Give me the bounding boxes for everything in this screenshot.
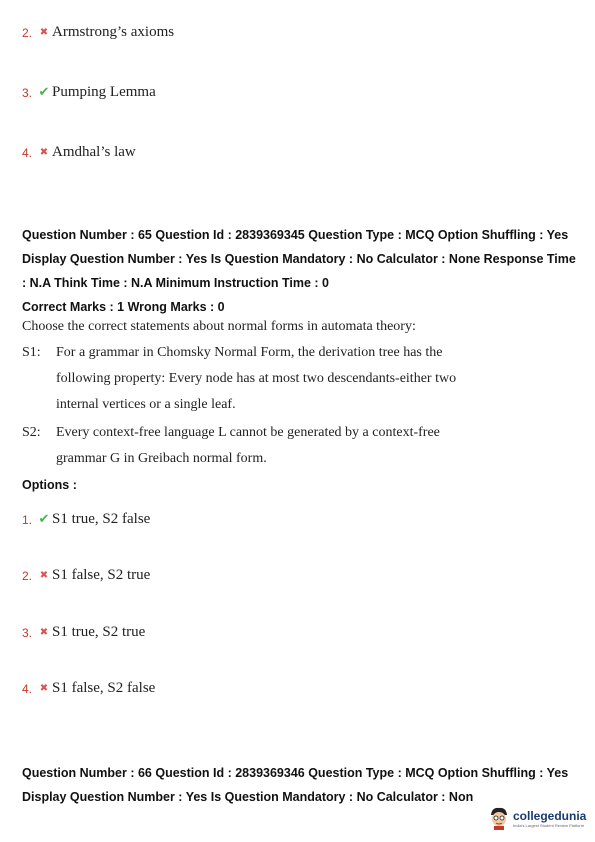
option-item [22,84,156,101]
statement-line: For a grammar in Chomsky Normal Form, the derivation tree has the [56,345,443,360]
meta-line: Question Number : 65 Question Id : 2839369345 Question Type : MCQ Option Shuffling : Yes [22,228,569,242]
meta-line: Display Question Number : Yes Is Question Mandatory : No Calculator : Non [22,790,474,804]
logo-tagline: India's Largest Student Review Platform [513,822,585,828]
cross-icon: ✖ [39,570,49,581]
option-item [22,511,150,528]
statement-line: following property: Every node has at most two descendants-either two [56,371,457,386]
statement-line: grammar G in Greibach normal form. [56,451,267,466]
statement-line: Every context-free language L cannot be generated by a context-free [56,425,440,440]
meta-line: Question Number : 66 Question Id : 2839369346 Question Type : MCQ Option Shuffling : Yes [22,766,569,780]
option-text: S1 true, S2 false [52,511,151,527]
cross-icon: ✖ [39,627,49,638]
option-number: 4. [22,145,33,160]
option-item [22,624,145,641]
option-text: Armstrong’s axioms [52,24,175,40]
cross-icon: ✖ [39,147,49,158]
option-number: 4. [22,681,33,696]
option-text: S1 false, S2 false [52,680,156,696]
option-number: 1. [22,512,33,527]
option-text: S1 false, S2 true [52,567,151,583]
option-text: Pumping Lemma [52,84,156,100]
check-icon: ✔ [38,512,50,527]
question-meta [22,223,582,319]
statement-label: S1: [22,345,41,360]
options-label: Options : [22,478,77,492]
statement-s1 [22,340,456,418]
question-meta [22,761,582,809]
statement-label: S2: [22,425,41,440]
option-text: Amdhal’s law [52,144,136,160]
check-icon: ✔ [38,85,50,100]
option-number: 2. [22,568,33,583]
option-item [22,24,174,41]
cross-icon: ✖ [39,683,49,694]
cross-icon: ✖ [39,27,49,38]
option-number: 2. [22,25,33,40]
option-text: S1 true, S2 true [52,624,146,640]
option-number: 3. [22,85,33,100]
marks-line: Correct Marks : 1 Wrong Marks : 0 [22,300,225,314]
option-number: 3. [22,625,33,640]
option-item [22,144,136,161]
option-item [22,567,150,584]
logo-name: collegedunia [513,808,587,823]
collegedunia-logo [488,806,586,830]
statement-s2 [22,420,440,472]
meta-line: Display Question Number : Yes Is Question Mandatory : No Calculator : None Response Time [22,252,576,266]
meta-line: : N.A Think Time : N.A Minimum Instruction Time : 0 [22,276,329,290]
option-item [22,680,155,697]
statement-line: internal vertices or a single leaf. [56,397,236,412]
mascot-icon [488,806,510,830]
question-text: Choose the correct statements about normal forms in automata theory: [22,319,416,334]
